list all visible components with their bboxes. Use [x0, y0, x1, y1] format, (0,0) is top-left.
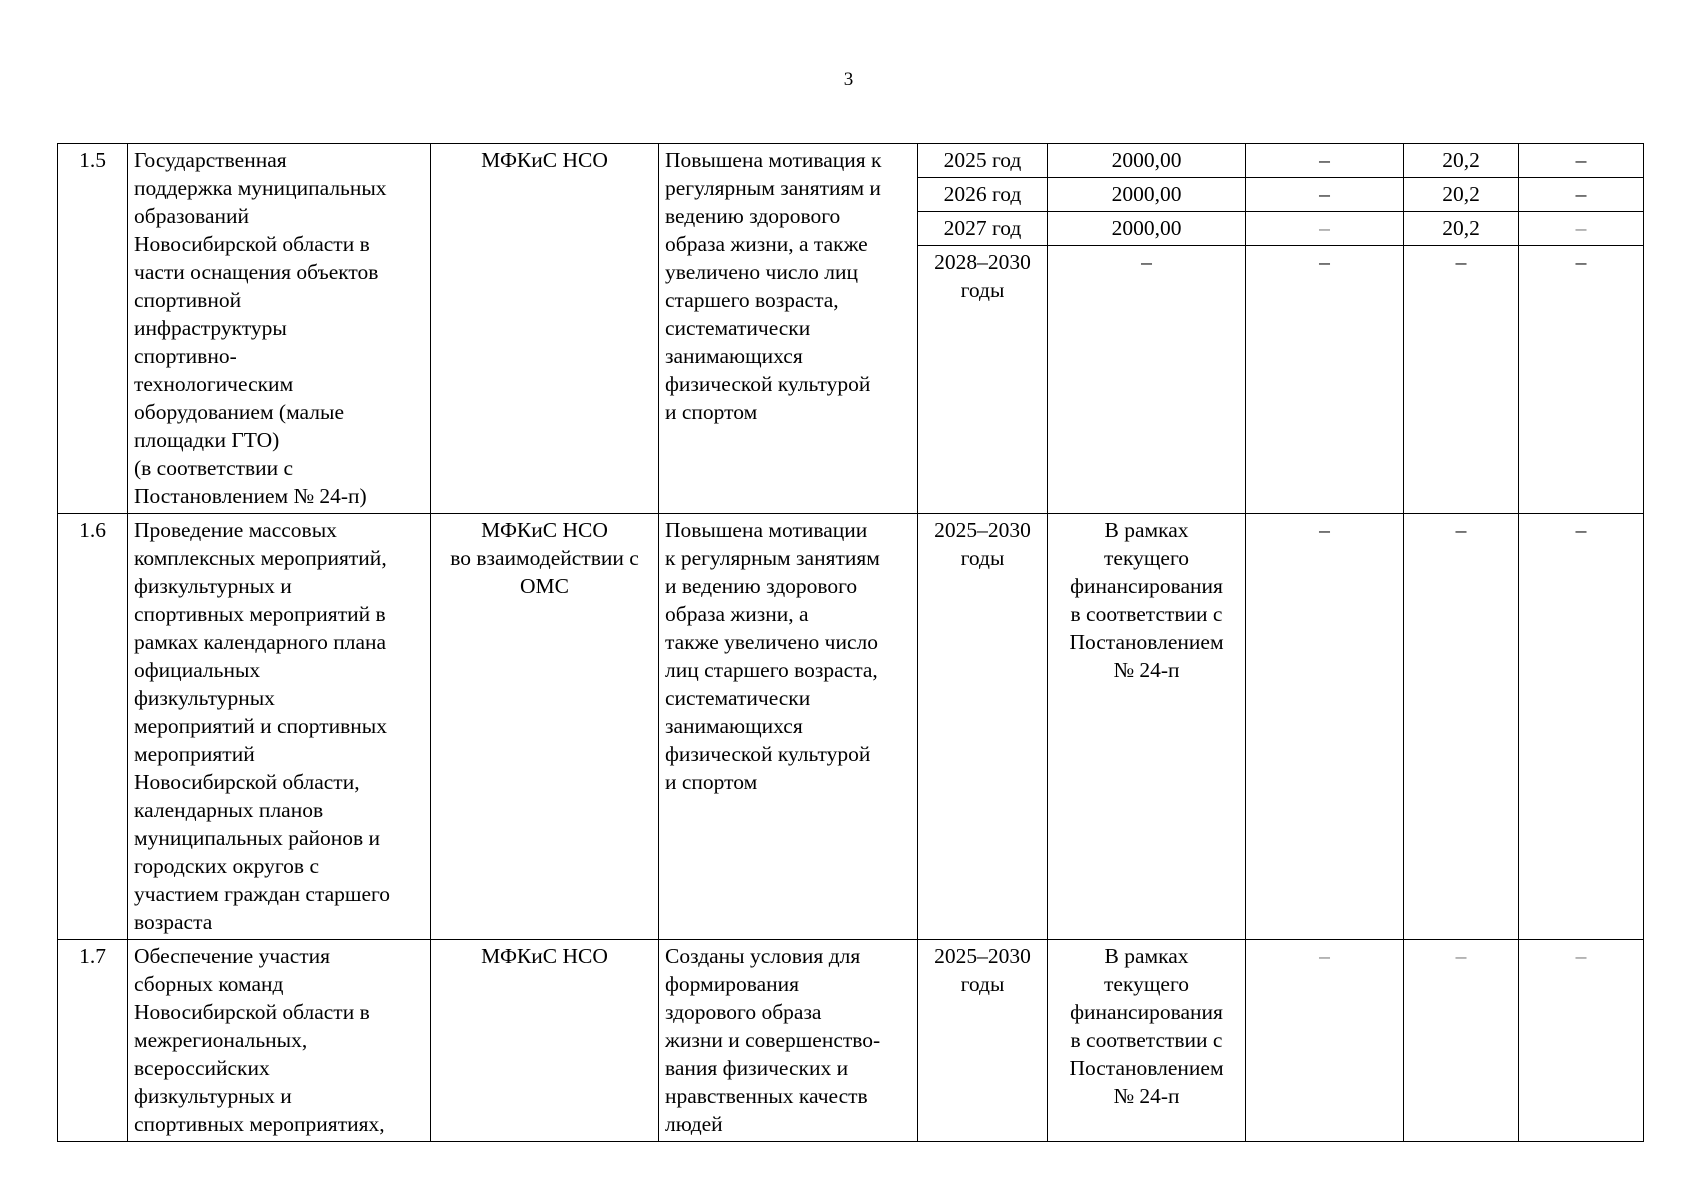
period: 2025 год — [918, 144, 1048, 178]
regional-funding: 20,2 — [1404, 178, 1519, 212]
measure-name: Обеспечение участия сборных команд Новосибирской области в межрегиональных, всероссийских физкультурных и спортивных мероприятиях, — [128, 940, 431, 1142]
table-row — [58, 514, 1644, 940]
executor: МФКиС НСО — [431, 940, 659, 1142]
measure-name: Государственная поддержка муниципальных образований Новосибирской области в части оснащения объектов спортивной инфраструктуры спортивно- технологическим оборудованием (малые площадки ГТО) (в соответствии с Постановлением № 24-п) — [128, 144, 431, 514]
federal-funding: – — [1246, 246, 1404, 514]
total-funding: В рамках текущего финансирования в соответствии с Постановлением № 24-п — [1048, 940, 1246, 1142]
federal-funding: – — [1246, 144, 1404, 178]
total-funding: 2000,00 — [1048, 212, 1246, 246]
row-number: 1.5 — [58, 144, 128, 514]
table-row — [58, 940, 1644, 1142]
regional-funding: – — [1404, 514, 1519, 940]
federal-funding: – — [1246, 178, 1404, 212]
federal-funding: – — [1246, 514, 1404, 940]
local-funding: – — [1519, 212, 1644, 246]
period: 2025–2030 годы — [918, 514, 1048, 940]
regional-funding: – — [1404, 940, 1519, 1142]
period: 2028–2030 годы — [918, 246, 1048, 514]
regional-funding: 20,2 — [1404, 144, 1519, 178]
total-funding: 2000,00 — [1048, 144, 1246, 178]
total-funding: В рамках текущего финансирования в соответствии с Постановлением № 24-п — [1048, 514, 1246, 940]
federal-funding: – — [1246, 940, 1404, 1142]
local-funding: – — [1519, 940, 1644, 1142]
executor: МФКиС НСО — [431, 144, 659, 514]
page-number: 3 — [843, 69, 854, 90]
row-number: 1.6 — [58, 514, 128, 940]
period: 2026 год — [918, 178, 1048, 212]
row-number: 1.7 — [58, 940, 128, 1142]
federal-funding: – — [1246, 212, 1404, 246]
period: 2025–2030 годы — [918, 940, 1048, 1142]
expected-result: Созданы условия для формирования здорового образа жизни и совершенство- вания физических и нравственных качеств людей — [659, 940, 918, 1142]
regional-funding: – — [1404, 246, 1519, 514]
total-funding: 2000,00 — [1048, 178, 1246, 212]
expected-result: Повышена мотивации к регулярным занятиям и ведению здорового образа жизни, а также увеличено число лиц старшего возраста, систематически занимающихся физической культурой и спортом — [659, 514, 918, 940]
regional-funding: 20,2 — [1404, 212, 1519, 246]
table-row — [58, 144, 1644, 178]
total-funding: – — [1048, 246, 1246, 514]
expected-result: Повышена мотивация к регулярным занятиям и ведению здорового образа жизни, а также увеличено число лиц старшего возраста, систематически занимающихся физической культурой и спортом — [659, 144, 918, 514]
measures-table — [57, 143, 1644, 1142]
local-funding: – — [1519, 178, 1644, 212]
local-funding: – — [1519, 144, 1644, 178]
period: 2027 год — [918, 212, 1048, 246]
local-funding: – — [1519, 246, 1644, 514]
local-funding: – — [1519, 514, 1644, 940]
executor: МФКиС НСО во взаимодействии с ОМС — [431, 514, 659, 940]
measure-name: Проведение массовых комплексных мероприятий, физкультурных и спортивных мероприятий в рамках календарного плана официальных физкультурных мероприятий и спортивных мероприятий Новосибирской области, календарных планов муниципальных районов и городских округов с участием граждан старшего возраста — [128, 514, 431, 940]
